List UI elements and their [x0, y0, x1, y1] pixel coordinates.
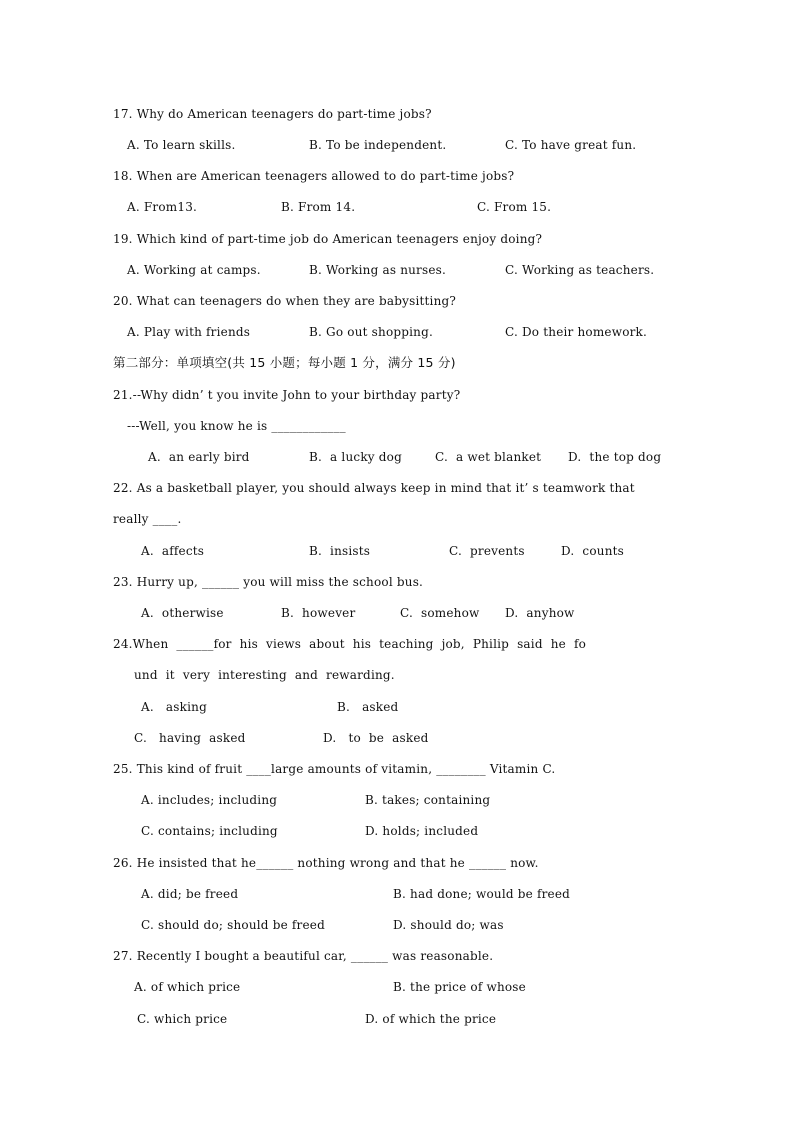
- question-20-option-c: C. Do their homework.: [505, 325, 648, 339]
- question-19-option-b: B. Working as nurses.: [309, 263, 447, 277]
- question-27-option-c: C. which price: [137, 1012, 228, 1026]
- question-27-line-1: 27. Recently I bought a beautiful car, ______ was reasonable.: [113, 949, 494, 963]
- question-22-option-a: A. affects: [141, 544, 205, 558]
- question-23-option-c: C. somehow: [400, 606, 480, 620]
- question-22-option-b: B. insists: [309, 544, 371, 558]
- question-25-option-b: B. takes; containing: [365, 793, 491, 807]
- question-22-line-2: really ____.: [113, 512, 182, 526]
- section-2-heading: 第二部分：单项填空(共 15 小题；每小题 1 分，满分 15 分): [113, 355, 456, 370]
- question-24-line-1: 24.When ______for his views about his teaching job, Philip said he fo: [113, 637, 587, 651]
- question-23-option-d: D. anyhow: [505, 606, 575, 620]
- question-21-option-b: B. a lucky dog: [309, 450, 402, 464]
- question-21-line-1: 21.--Why didn’ t you invite John to your birthday party?: [113, 388, 461, 402]
- question-21-line-2: ---Well, you know he is ____________: [127, 419, 346, 433]
- question-22-option-d: D. counts: [561, 544, 625, 558]
- question-18-stem: 18. When are American teenagers allowed to do part-time jobs?: [113, 169, 515, 183]
- question-27-option-b: B. the price of whose: [393, 980, 526, 994]
- question-18-option-c: C. From 15.: [477, 200, 552, 214]
- question-27-option-a: A. of which price: [134, 980, 241, 994]
- question-26-option-b: B. had done; would be freed: [393, 887, 571, 901]
- question-17-option-b: B. To be independent.: [309, 138, 447, 152]
- question-21-option-a: A. an early bird: [148, 450, 250, 464]
- question-27-option-d: D. of which the price: [365, 1012, 497, 1026]
- question-24-option-d: D. to be asked: [323, 731, 429, 745]
- question-18-option-a: A. From13.: [127, 200, 198, 214]
- question-26-line-1: 26. He insisted that he______ nothing wrong and that he ______ now.: [113, 856, 539, 870]
- question-19-option-a: A. Working at camps.: [127, 263, 261, 277]
- question-26-option-d: D. should do; was: [393, 918, 504, 932]
- question-20-option-a: A. Play with friends: [127, 325, 251, 339]
- question-24-option-b: B. asked: [337, 700, 399, 714]
- question-22-line-1: 22. As a basketball player, you should always keep in mind that it’ s teamwork that: [113, 481, 635, 495]
- question-26-option-a: A. did; be freed: [141, 887, 239, 901]
- question-19-stem: 19. Which kind of part-time job do American teenagers enjoy doing?: [113, 232, 543, 246]
- question-25-option-c: C. contains; including: [141, 824, 278, 838]
- question-23-line-1: 23. Hurry up, ______ you will miss the school bus.: [113, 575, 424, 589]
- question-23-option-a: A. otherwise: [141, 606, 224, 620]
- question-21-option-d: D. the top dog: [568, 450, 662, 464]
- question-26-option-c: C. should do; should be freed: [141, 918, 325, 932]
- question-21-option-c: C. a wet blanket: [435, 450, 542, 464]
- question-20-option-b: B. Go out shopping.: [309, 325, 433, 339]
- question-18-option-b: B. From 14.: [281, 200, 356, 214]
- question-22-option-c: C. prevents: [449, 544, 525, 558]
- question-17-stem: 17. Why do American teenagers do part-time jobs?: [113, 107, 432, 121]
- question-20-stem: 20. What can teenagers do when they are babysitting?: [113, 294, 457, 308]
- question-17-option-a: A. To learn skills.: [127, 138, 236, 152]
- question-17-option-c: C. To have great fun.: [505, 138, 637, 152]
- question-25-line-1: 25. This kind of fruit ____large amounts of vitamin, ________ Vitamin C.: [113, 762, 556, 776]
- question-24-line-2: und it very interesting and rewarding.: [134, 668, 395, 682]
- question-25-option-a: A. includes; including: [141, 793, 278, 807]
- question-24-option-a: A. asking: [141, 700, 207, 714]
- question-24-option-c: C. having asked: [134, 731, 246, 745]
- question-23-option-b: B. however: [281, 606, 356, 620]
- question-25-option-d: D. holds; included: [365, 824, 479, 838]
- question-19-option-c: C. Working as teachers.: [505, 263, 655, 277]
